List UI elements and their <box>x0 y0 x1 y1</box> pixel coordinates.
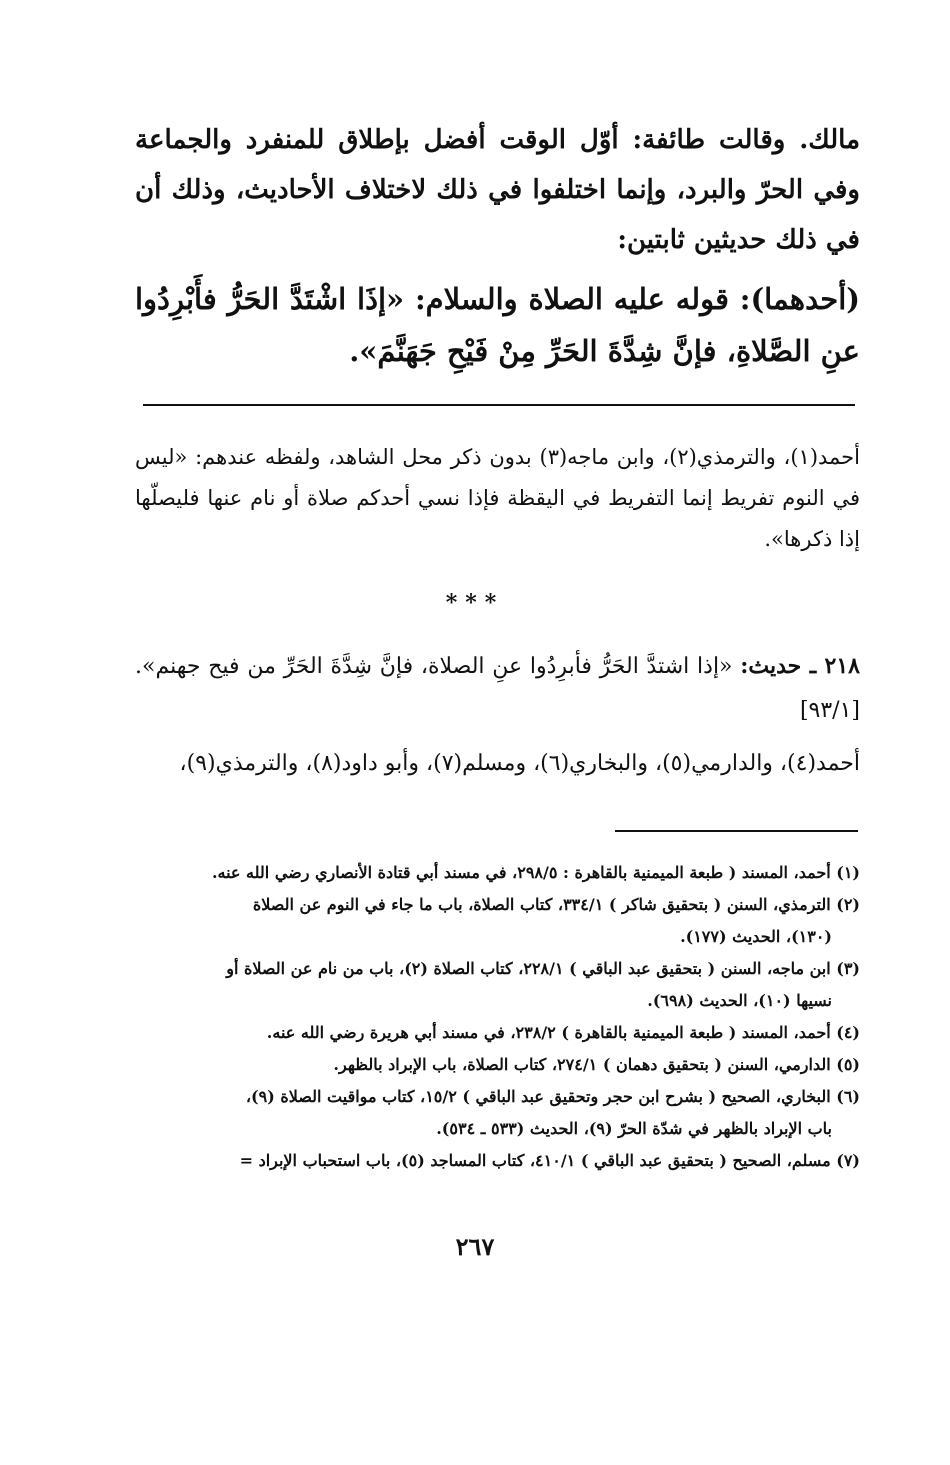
footnote-line: (٥) الدارمي، السنن ( بتحقيق دهمان ) ٢٧٤/١، كتاب الصلاة، باب الإبراد بالظهر. <box>333 1055 860 1074</box>
footnote-item <box>125 1081 860 1145</box>
hadith-218 <box>135 644 860 733</box>
section-divider <box>143 404 855 406</box>
footnote-continuation: (١٣٠)، الحديث (١٧٧). <box>680 927 832 946</box>
footnote-item <box>125 1145 860 1177</box>
commentary-paragraph: أحمد(١)، والترمذي(٢)، وابن ماجه(٣) بدون ذكر محل الشاهد، ولفظه عندهم: «ليس في النوم تفريط إنما التفريط في اليقظة فإذا نسي أحدكم صلاة أو نام عنها فليصلّها إذا ذكرها». <box>135 445 860 551</box>
hadith-quote: (أحدهما): قوله عليه الصلاة والسلام: «إذَا اشْتَدَّ الحَرُّ فأَبْرِدُوا عنِ الصَّلاةِ، فإنَّ شِدَّةَ الحَرِّ مِنْ فَيْحِ جَهَنَّمَ». <box>135 282 860 368</box>
footnote-line: (٢) الترمذي، السنن ( بتحقيق شاكر ) ٣٣٤/١، كتاب الصلاة، باب ما جاء في النوم عن الصلاة <box>252 895 860 914</box>
footnote-item <box>125 889 860 953</box>
main-paragraph: مالك. وقالت طائفة: أوّل الوقت أفضل بإطلاق للمنفرد والجماعة وفي الحرّ والبرد، وإنما اختلفوا في ذلك لاختلاف الأحاديث، وذلك أن في ذلك حديثين ثابتين: <box>135 125 860 255</box>
footnote-item <box>125 857 860 889</box>
footnote-item <box>125 1049 860 1081</box>
footnote-continuation: نسيها (١٠)، الحديث (٦٩٨). <box>647 991 832 1010</box>
footnote-line: (١) أحمد، المسند ( طبعة الميمنية بالقاهرة : ٢٩٨/٥، في مسند أبي قتادة الأنصاري رضي الله عنه. <box>211 863 860 882</box>
section-separator-stars: *** <box>445 590 505 616</box>
hadith-text: «إذا اشتدَّ الحَرُّ فأبرِدُوا عنِ الصلاة، فإنَّ شِدَّةَ الحَرِّ من فيح جهنم». [٩٣/١] <box>135 654 860 723</box>
hadith-number: ٢١٨ ـ حديث: <box>740 653 860 679</box>
footnotes-list <box>125 857 860 1177</box>
footnote-line: (٧) مسلم، الصحيح ( بتحقيق عبد الباقي ) ٤١٠/١، كتاب المساجد (٥)، باب استحباب الإبراد = <box>239 1151 860 1170</box>
footnote-item <box>125 953 860 1017</box>
footnote-line: (٦) البخاري، الصحيح ( بشرح ابن حجر وتحقيق عبد الباقي ) ١٥/٢، كتاب مواقيت الصلاة (٩)، <box>245 1087 860 1106</box>
page-number: ٢٦٧ <box>455 1232 495 1261</box>
sources-line: أحمد(٤)، والدارمي(٥)، والبخاري(٦)، ومسلم(٧)، وأبو داود(٨)، والترمذي(٩)، <box>179 751 860 776</box>
footnote-divider <box>615 830 858 832</box>
footnote-line: (٤) أحمد، المسند ( طبعة الميمنية بالقاهرة ) ٢٣٨/٢، في مسند أبي هريرة رضي الله عنه. <box>266 1023 860 1042</box>
footnote-continuation: باب الإبراد بالظهر في شدّة الحرّ (٩)، الحديث (٥٣٣ ـ ٥٣٤). <box>436 1119 832 1138</box>
footnote-line: (٣) ابن ماجه، السنن ( بتحقيق عبد الباقي ) ٢٢٨/١، كتاب الصلاة (٢)، باب من نام عن الصلاة أو <box>226 959 860 978</box>
footnote-item <box>125 1017 860 1049</box>
